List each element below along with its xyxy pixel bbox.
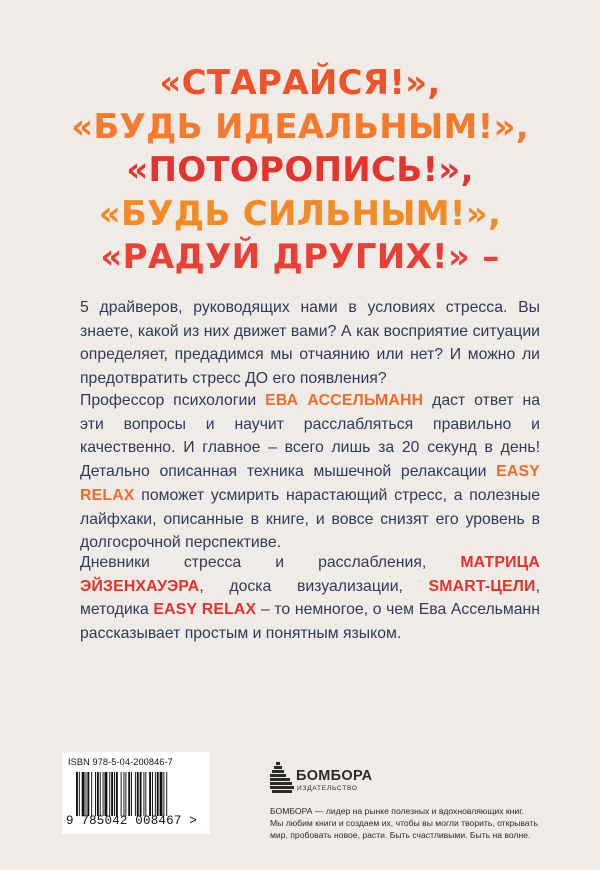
barcode bbox=[62, 752, 210, 834]
barcode-bar bbox=[157, 772, 159, 816]
barcode-bar bbox=[155, 772, 156, 816]
paragraph-drivers: 5 драйверов, руководящих нами в условиях стресса. Вы знаете, какой из них движет вами? А как восприятие ситуации определяет, предадимся мы отчаянию или нет? И можно ли предотвратить стресс ДО его появления? bbox=[80, 299, 540, 388]
barcode-bar bbox=[149, 772, 151, 816]
paragraph-text: Профессор психологии bbox=[80, 392, 266, 409]
barcode-bar bbox=[124, 772, 125, 816]
easy-relax-highlight: EASY RELAX bbox=[153, 601, 257, 619]
barcode-bar bbox=[87, 772, 89, 816]
headline-line-2: «БУДЬ ИДЕАЛЬНЫМ!», bbox=[71, 106, 529, 147]
eisenhower-matrix-highlight: МАТРИЦА ЭЙЗЕНХАУЭРА bbox=[80, 554, 540, 595]
paragraph-text: , методика bbox=[80, 577, 540, 619]
barcode-bar bbox=[163, 772, 164, 816]
bombora-logo-icon bbox=[270, 762, 294, 800]
barcode-bar bbox=[145, 772, 146, 816]
headline-line-4: «БУДЬ СИЛЬНЫМ!», bbox=[98, 193, 502, 234]
barcode-bar bbox=[91, 772, 92, 816]
paragraph-methods bbox=[80, 551, 540, 646]
barcode-bar bbox=[95, 772, 96, 816]
barcode-bar bbox=[105, 772, 108, 816]
headline bbox=[0, 62, 600, 280]
headline-line-5: «РАДУЙ ДРУГИХ!» – bbox=[100, 237, 500, 277]
headline-line-1: «СТАРАЙСЯ!», bbox=[159, 63, 441, 103]
barcode-bar bbox=[137, 772, 139, 816]
publisher-description bbox=[270, 805, 560, 841]
barcode-bar bbox=[166, 772, 167, 816]
smart-goals-highlight: SMART-ЦЕЛИ bbox=[428, 577, 536, 595]
barcode-bar bbox=[100, 772, 101, 816]
author-name: ЕВА АССЕЛЬМАНН bbox=[265, 392, 424, 409]
publisher-name: БОМБОРА bbox=[296, 768, 373, 784]
isbn-number: ISBN 978-5-04-200846-7 bbox=[68, 757, 173, 767]
barcode-bar bbox=[97, 772, 99, 816]
publisher-line: БОМБОРА — лидер на рынке полезных и вдохновляющих книг. bbox=[270, 806, 524, 816]
paragraph-text: даст ответ на эти вопросы и научит расслабляться правильно и качественно. И главное – всего лишь за 20 секунд в день! Детально описанная техника мышечной релаксации bbox=[80, 392, 540, 481]
barcode-bar bbox=[135, 772, 136, 816]
barcode-bar bbox=[152, 772, 153, 816]
barcode-bar bbox=[103, 772, 104, 816]
barcode-bar bbox=[143, 772, 144, 816]
barcode-bar bbox=[114, 772, 115, 816]
barcode-bar bbox=[116, 772, 118, 816]
barcode-bar bbox=[160, 772, 163, 816]
publisher-line: мир, пробовать новое, расти. Быть счастливыми. Быть на волне. bbox=[270, 830, 531, 840]
barcode-bar bbox=[111, 772, 113, 816]
barcode-bar bbox=[121, 772, 122, 816]
barcode-digits: 9 785042 008467 > bbox=[66, 814, 197, 828]
easy-relax-highlight: EASY RELAX bbox=[80, 463, 540, 504]
publisher-subtitle: ИЗДАТЕЛЬСТВО bbox=[297, 785, 358, 792]
paragraph-text: Дневники стресса и расслабления, bbox=[80, 554, 461, 571]
paragraph-text: поможет усмирить нарастающий стресс, а полезные лайфхаки, описанные в книге, и вовсе снизят его уровень в долгосрочной перспективе. bbox=[80, 486, 540, 552]
barcode-bar bbox=[140, 772, 142, 816]
barcode-bar bbox=[125, 772, 126, 816]
publisher-line: Мы любим книги и создаем их, чтобы вы могли творить, открывать bbox=[270, 818, 538, 828]
paragraph-text: – то немногое, о чем Ева Ассельманн рассказывает простым и понятным языком. bbox=[80, 601, 541, 643]
barcode-bar bbox=[86, 772, 87, 816]
barcode-bar bbox=[128, 772, 130, 816]
barcode-bar bbox=[76, 772, 78, 816]
barcode-bar bbox=[82, 772, 85, 816]
paragraph-author bbox=[80, 389, 540, 555]
barcode-bar bbox=[131, 772, 132, 816]
barcode-bars bbox=[76, 772, 198, 816]
barcode-bar bbox=[109, 772, 110, 816]
headline-line-3: «ПОТОРОПИСЬ!», bbox=[126, 150, 474, 190]
barcode-bar bbox=[79, 772, 80, 816]
paragraph-text: , доска визуализации, bbox=[199, 577, 429, 595]
